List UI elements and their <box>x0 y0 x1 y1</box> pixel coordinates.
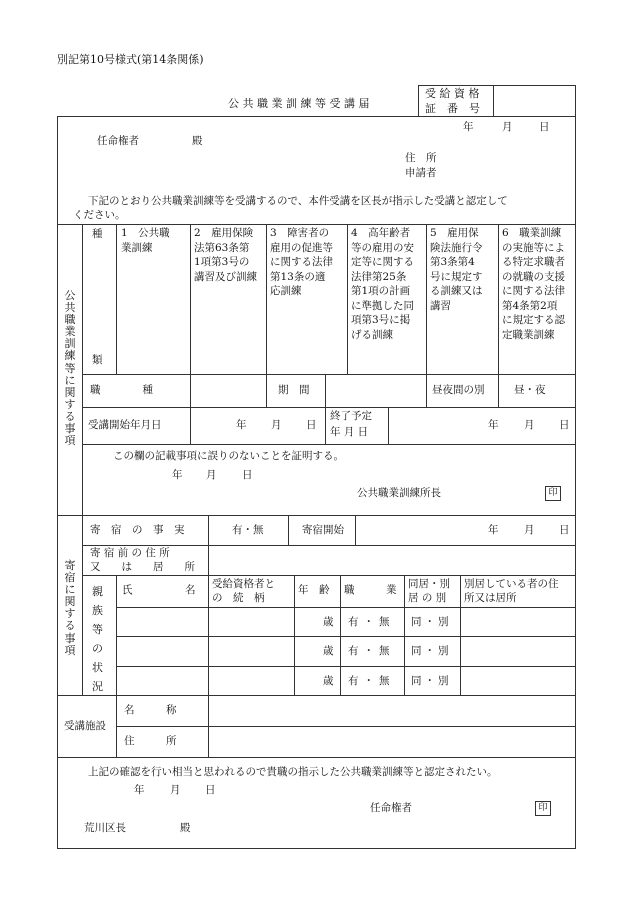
row1-cohabit[interactable]: 同・別 <box>411 616 452 628</box>
intro-line-1: 下記のとおり公共職業訓練等を受講するので、本件受講を区長が指示した受講と認定して <box>88 195 508 207</box>
col-age: 年 齢 <box>298 584 330 596</box>
footer-year: 年 <box>134 784 145 796</box>
start-month: 月 <box>271 419 282 431</box>
lodging-fact-label: 寄 宿 の 事 実 <box>90 524 185 536</box>
job-field[interactable] <box>191 375 266 406</box>
addressee-honorific: 殿 <box>192 135 203 147</box>
col-address-1: 別居している者の住 <box>464 578 559 590</box>
row3-cohabit[interactable]: 同・別 <box>411 675 452 687</box>
section2-label: 寄宿に関する事項 <box>64 559 76 657</box>
form-number: 別記第10号様式(第14条関係) <box>57 53 204 66</box>
certify-day: 日 <box>242 469 253 481</box>
start-year: 年 <box>236 419 247 431</box>
cert-number-field[interactable] <box>494 86 574 115</box>
end-label-1: 終了予定 <box>330 410 372 422</box>
certify-year: 年 <box>172 469 183 481</box>
start-day: 日 <box>306 419 317 431</box>
kind-label-bottom: 類 <box>92 354 103 366</box>
form-title: 公 共 職 業 訓 練 等 受 講 届 <box>228 97 370 110</box>
training-type-2[interactable]: 2 雇用保険 法第63条第 1項第3号の 講習及び訓練 <box>194 227 257 283</box>
row1-age: 歳 <box>323 616 334 628</box>
intro-line-2: ください。 <box>73 209 126 221</box>
cert-label-1: 受 給 資 格 <box>425 87 480 100</box>
period-label: 期 間 <box>278 384 310 396</box>
lodging-month: 月 <box>524 524 535 536</box>
facility-address-field[interactable] <box>209 727 575 756</box>
lodging-day: 日 <box>559 524 570 536</box>
addressee-appointer: 任命権者 <box>97 135 139 147</box>
prev-address-field[interactable] <box>209 546 575 574</box>
certify-month: 月 <box>206 469 217 481</box>
address-label: 住 所 <box>405 152 437 164</box>
col-relation-1: 受給資格者と <box>212 578 275 590</box>
footer-seal: 印 <box>535 801 551 816</box>
training-type-1[interactable]: 1 公共職 業訓練 <box>121 227 170 254</box>
row1-job[interactable]: 有・無 <box>348 616 395 628</box>
date-day: 日 <box>539 121 550 133</box>
row2-job[interactable]: 有・無 <box>348 645 395 657</box>
col-address-2: 所又は居所 <box>464 592 517 604</box>
facility-name-label: 名 称 <box>124 704 177 716</box>
family-status-label: 親 族 等 の 状 況 <box>92 585 103 693</box>
end-day: 日 <box>559 419 570 431</box>
prev-address-label-1: 寄 宿 前 の 住 所 <box>90 547 170 559</box>
cert-label-2: 証 番 号 <box>425 102 480 115</box>
date-year: 年 <box>463 121 474 133</box>
row3-age: 歳 <box>323 675 334 687</box>
lodging-start-label: 寄宿開始 <box>302 524 344 536</box>
date-month: 月 <box>502 121 513 133</box>
col-relation-2: の 続 柄 <box>212 592 265 604</box>
end-label-2: 年 月 日 <box>330 426 369 438</box>
facility-label: 受講施設 <box>64 720 106 732</box>
row2-age: 歳 <box>323 645 334 657</box>
footer-day: 日 <box>205 784 216 796</box>
kind-label-top: 種 <box>92 228 103 240</box>
director-label: 公共職業訓練所長 <box>357 487 441 499</box>
footer-honorific: 殿 <box>180 822 191 834</box>
prev-address-label-2: 又 は 居 所 <box>90 561 195 573</box>
row3-job[interactable]: 有・無 <box>348 675 395 687</box>
training-type-4[interactable]: 4 高年齢者 等の雇用の安 定等に関する 法律第25条 第1項の計画 に準拠した同 項第3号に掲 げる訓練 <box>351 227 414 341</box>
row2-cohabit[interactable]: 同・別 <box>411 645 452 657</box>
facility-name-field[interactable] <box>209 696 575 725</box>
job-label: 職 種 <box>90 384 153 396</box>
certify-text: この欄の記載事項に誤りのないことを証明する。 <box>113 450 344 462</box>
training-type-3[interactable]: 3 障害者の 雇用の促進等 に関する法律 第13条の適 応訓練 <box>270 227 333 297</box>
footer-recipient: 荒川区長 <box>84 822 126 834</box>
lodging-fact-value[interactable]: 有・無 <box>232 524 264 536</box>
start-label: 受講開始年月日 <box>88 419 162 431</box>
period-field[interactable] <box>326 375 426 406</box>
training-type-6[interactable]: 6 職業訓練 の実施等によ る特定求職者 の就職の支援 に関する法律 第4条第2項 に規定する認 定職業訓練 <box>502 227 565 341</box>
end-year: 年 <box>488 419 499 431</box>
col-name: 氏 名 <box>122 584 196 596</box>
end-month: 月 <box>524 419 535 431</box>
applicant-label: 申請者 <box>405 167 437 179</box>
col-job: 職 業 <box>344 584 397 596</box>
col-cohabit-2: 居 の 別 <box>408 592 447 604</box>
lodging-year: 年 <box>488 524 499 536</box>
col-cohabit-1: 同居・別 <box>408 578 450 590</box>
day-night-label: 昼夜間の別 <box>432 384 485 396</box>
director-seal: 印 <box>545 486 561 501</box>
footer-text: 上記の確認を行い相当と思われるので貴職の指示した公共職業訓練等と認定されたい。 <box>88 766 498 778</box>
day-night-value[interactable]: 昼・夜 <box>514 384 546 396</box>
footer-month: 月 <box>170 784 181 796</box>
facility-address-label: 住 所 <box>124 735 177 747</box>
section1-label: 公共職業訓練等に関する事項 <box>64 289 76 448</box>
training-type-5[interactable]: 5 雇用保 険法施行令 第3条第4 号に規定す る訓練又は 講習 <box>430 227 483 312</box>
footer-appointer: 任命権者 <box>370 802 412 814</box>
